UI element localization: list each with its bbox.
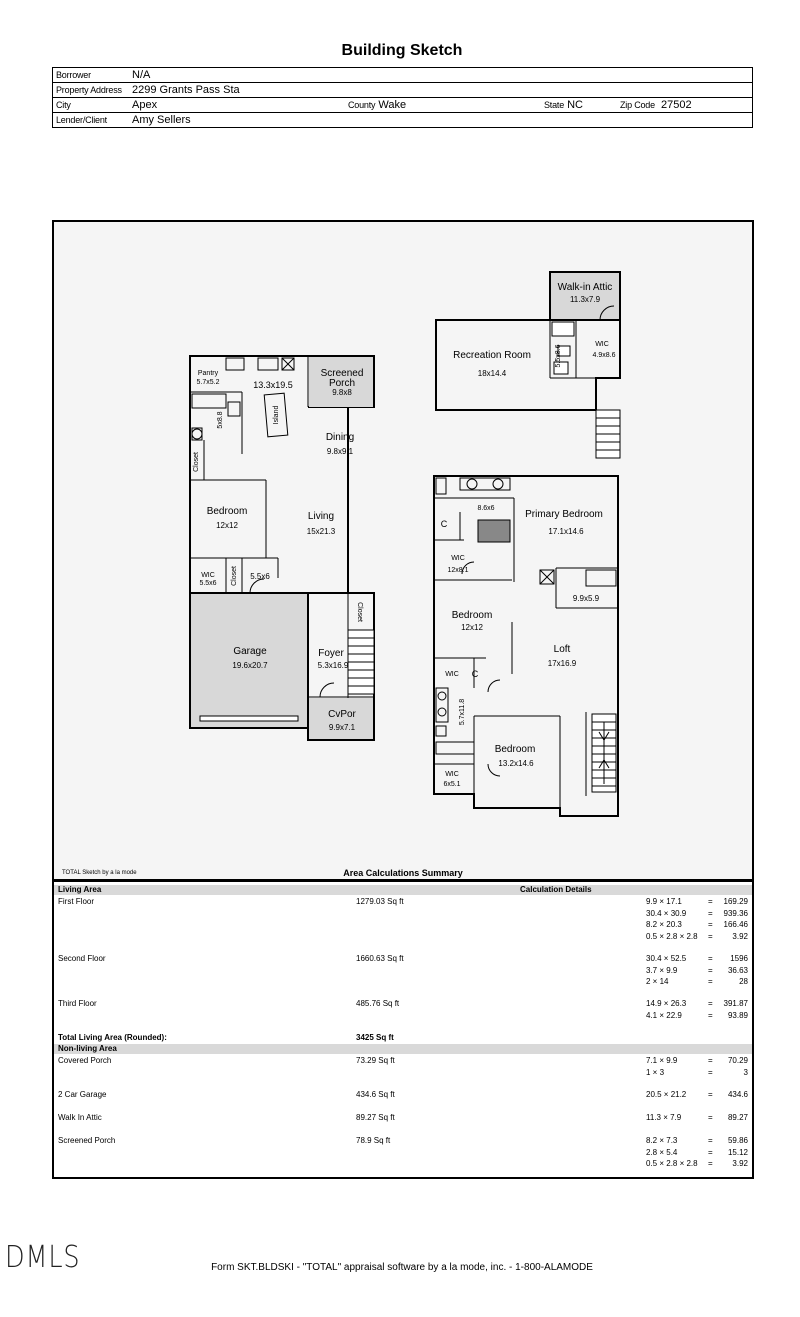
wic5-label: WIC	[445, 771, 459, 778]
calc-expr: 8.2 × 20.3	[646, 920, 682, 929]
calc-value: 59.86	[727, 1136, 748, 1145]
calc-value: 15.12	[727, 1147, 748, 1157]
calc-expr: 2 × 14	[646, 977, 669, 986]
city-value: Apex	[129, 98, 345, 113]
calc-expr: 30.4 × 52.5	[646, 954, 687, 963]
calc-expr: 9.9 × 17.1	[646, 897, 682, 906]
county-label: County	[348, 100, 376, 110]
calc-equals: =	[708, 931, 713, 941]
calc-equals: =	[708, 1056, 713, 1065]
county-cell	[345, 98, 541, 113]
floor-name: First Floor	[58, 897, 94, 906]
calc-value: 3.92	[732, 931, 748, 941]
floor-plan-svg	[54, 222, 752, 880]
calc-expr: 20.5 × 21.2	[646, 1090, 687, 1099]
borrower-value: N/A	[129, 68, 753, 83]
floor-area: 1279.03 Sq ft	[356, 897, 404, 906]
bedroom1-label: Bedroom	[206, 506, 248, 517]
garage-dim: 19.6x20.7	[232, 661, 268, 670]
first-floor-stairs	[348, 630, 374, 694]
wic4-label: WIC	[445, 671, 459, 678]
wic3-label: WIC	[451, 555, 465, 562]
calc-expr: 14.9 × 26.3	[646, 999, 687, 1008]
calc-details-label: Calculation Details	[520, 885, 592, 894]
floor-area: 1660.63 Sq ft	[356, 954, 404, 963]
calc-line	[54, 1011, 752, 1021]
calc-equals: =	[708, 1067, 713, 1077]
non-living-item-area: 434.6 Sq ft	[356, 1090, 395, 1099]
calc-equals: =	[708, 1113, 713, 1122]
living-dim: 15x21.3	[306, 527, 336, 536]
non-living-item-area: 73.29 Sq ft	[356, 1056, 395, 1065]
screened-porch-label-2: Porch	[328, 378, 356, 389]
calc-equals: =	[708, 1090, 713, 1099]
page-title: Building Sketch	[341, 42, 463, 59]
bedroom2-dim: 12x12	[461, 623, 483, 632]
non-living-item-name: Covered Porch	[58, 1056, 112, 1065]
foyer-dim: 5.3x16.9	[317, 661, 349, 670]
closet-label: Closet	[193, 452, 200, 472]
floor-area: 485.76 Sq ft	[356, 999, 400, 1008]
wic2-label: WIC	[595, 341, 609, 348]
city-label: City	[53, 98, 130, 113]
calc-value: 3.92	[732, 1159, 748, 1168]
calc-value: 3	[743, 1067, 748, 1077]
calc-value: 166.46	[723, 920, 748, 929]
dining-label: Dining	[325, 432, 355, 443]
state-label: State	[544, 100, 565, 110]
calc-expr: 2.8 × 5.4	[646, 1147, 678, 1157]
second-floor-stairs	[592, 714, 616, 792]
area-summary-title: Area Calculations Summary	[343, 868, 463, 878]
hall-dim: 5.5x6	[250, 572, 270, 581]
closet3-label: Closet	[356, 602, 363, 622]
calc-value: 434.6	[727, 1090, 748, 1099]
dmls-logo: DMLS	[5, 1240, 81, 1275]
state-cell	[541, 98, 617, 113]
bath2-dim: 5.5x8.6	[555, 344, 562, 368]
third-floor-fixtures	[552, 306, 620, 458]
calc-line	[54, 920, 752, 930]
bath1-dim: 5x8.8	[217, 411, 224, 429]
calc-line	[54, 1090, 752, 1100]
non-living-item-area: 78.9 Sq ft	[356, 1136, 391, 1145]
foyer-label: Foyer	[318, 648, 344, 659]
walkin-attic-label: Walk-in Attic	[557, 282, 613, 293]
calc-value: 93.89	[727, 1010, 748, 1020]
calc-expr: 8.2 × 7.3	[646, 1136, 678, 1145]
non-living-item-name: 2 Car Garage	[58, 1090, 107, 1099]
screened-porch-dim: 9.8x8	[332, 388, 352, 397]
calc-line	[54, 1068, 752, 1078]
non-living-header	[54, 1044, 752, 1054]
living-label: Living	[307, 511, 335, 522]
bedroom3-label: Bedroom	[494, 744, 536, 755]
cvpor-label: CvPor	[328, 709, 356, 720]
calc-equals: =	[708, 1159, 713, 1168]
calc-line	[54, 1136, 752, 1146]
calc-line	[54, 1159, 752, 1169]
c1-label: C	[440, 519, 448, 529]
bedroom3-dim: 13.2x14.6	[498, 759, 534, 768]
floor-name: Second Floor	[58, 954, 106, 963]
area-calculations-table	[52, 879, 754, 1179]
calc-line	[54, 954, 752, 964]
calc-expr: 0.5 × 2.8 × 2.8	[646, 931, 698, 941]
recreation-label: Recreation Room	[453, 350, 531, 361]
floor-plan-sketch	[52, 220, 754, 882]
zip-value: 27502	[661, 99, 692, 111]
calc-equals: =	[708, 1147, 713, 1157]
calc-expr: 3.7 × 9.9	[646, 965, 678, 975]
calc-line	[54, 999, 752, 1009]
recreation-dim: 18x14.4	[477, 369, 507, 378]
county-value: Wake	[378, 99, 407, 111]
bath4-dim: 5.7x11.8	[459, 698, 466, 726]
calc-expr: 0.5 × 2.8 × 2.8	[646, 1159, 698, 1168]
calc-equals: =	[708, 908, 713, 918]
calc-expr: 30.4 × 30.9	[646, 908, 687, 918]
loft-dim: 17x16.9	[547, 659, 577, 668]
calc-value: 28	[739, 977, 748, 986]
total-living-row	[54, 1033, 752, 1043]
property-header-table	[52, 67, 753, 128]
garage-label: Garage	[233, 646, 267, 657]
sketch-software-label: TOTAL Sketch by a la mode	[62, 870, 137, 876]
closet2-label: Closet	[231, 566, 238, 586]
calc-line	[54, 977, 752, 987]
state-value: NC	[567, 99, 583, 111]
living-area-label: Living Area	[58, 885, 102, 894]
primary-label: Primary Bedroom	[525, 509, 603, 520]
calc-line	[54, 932, 752, 942]
wic1-label: WIC	[201, 572, 215, 579]
wic1-dim: 5.5x6	[199, 580, 217, 587]
calc-expr: 4.1 × 22.9	[646, 1010, 682, 1020]
calc-value: 169.29	[723, 897, 748, 906]
calc-equals: =	[708, 954, 713, 963]
calc-line	[54, 1148, 752, 1158]
calc-line	[54, 909, 752, 919]
calc-expr: 1 × 3	[646, 1067, 665, 1077]
screened-porch-label-1: Screened	[320, 368, 364, 379]
address-value: 2299 Grants Pass Sta	[129, 83, 753, 98]
calc-line	[54, 1113, 752, 1123]
kitchen-dim: 13.3x19.5	[253, 380, 293, 390]
calc-line	[54, 897, 752, 907]
calc-line	[54, 1056, 752, 1066]
form-footer: Form SKT.BLDSKI - "TOTAL" appraisal software by a la mode, inc. - 1-800-ALAMODE	[211, 1262, 593, 1273]
cvpor-dim: 9.9x7.1	[328, 723, 356, 732]
c2-label: C	[471, 669, 479, 679]
calc-value: 939.36	[723, 908, 748, 918]
calc-equals: =	[708, 977, 713, 986]
living-area-header	[54, 885, 752, 895]
total-living-label: Total Living Area (Rounded):	[58, 1033, 167, 1042]
calc-equals: =	[708, 1136, 713, 1145]
pantry-label: Pantry	[197, 370, 219, 377]
calc-equals: =	[708, 920, 713, 929]
bedroom2-label: Bedroom	[451, 610, 493, 621]
wic3-dim: 12x8.1	[447, 567, 469, 574]
calc-equals: =	[708, 999, 713, 1008]
loft-label: Loft	[553, 644, 571, 655]
lender-label: Lender/Client	[53, 113, 130, 128]
non-living-item-area: 89.27 Sq ft	[356, 1113, 395, 1122]
calc-line	[54, 966, 752, 976]
calc-expr: 11.3 × 7.9	[646, 1113, 682, 1122]
calc-value: 391.87	[723, 999, 748, 1008]
calc-equals: =	[708, 1010, 713, 1020]
non-living-item-name: Walk In Attic	[58, 1113, 102, 1122]
floor-name: Third Floor	[58, 999, 97, 1008]
calc-value: 89.27	[727, 1113, 748, 1122]
primary-dim: 17.1x14.6	[548, 527, 584, 536]
pantry-dim: 5.7x5.2	[196, 379, 220, 386]
calc-value: 36.63	[727, 965, 748, 975]
non-living-label: Non-living Area	[58, 1044, 117, 1053]
calc-value: 70.29	[727, 1056, 748, 1065]
laundry-dim: 9.9x5.9	[572, 594, 600, 603]
zip-label: Zip Code	[620, 100, 655, 110]
wic5-dim: 6x5.1	[443, 781, 461, 788]
dining-dim: 9.8x9.1	[326, 447, 354, 456]
calc-value: 1596	[730, 954, 748, 963]
lender-value: Amy Sellers	[129, 113, 753, 128]
walkin-attic-dim: 11.3x7.9	[569, 295, 601, 304]
bath3-dim: 8.6x6	[477, 505, 495, 512]
island-label: Island	[273, 405, 280, 425]
calc-expr: 7.1 × 9.9	[646, 1056, 678, 1065]
wic2-dim: 4.9x8.6	[592, 352, 616, 359]
zip-cell	[617, 98, 753, 113]
bedroom1-dim: 12x12	[216, 521, 238, 530]
non-living-item-name: Screened Porch	[58, 1136, 116, 1145]
calc-equals: =	[708, 897, 713, 906]
calc-equals: =	[708, 965, 713, 975]
address-label: Property Address	[53, 83, 130, 98]
total-living-value: 3425 Sq ft	[356, 1033, 394, 1042]
borrower-label: Borrower	[53, 68, 130, 83]
